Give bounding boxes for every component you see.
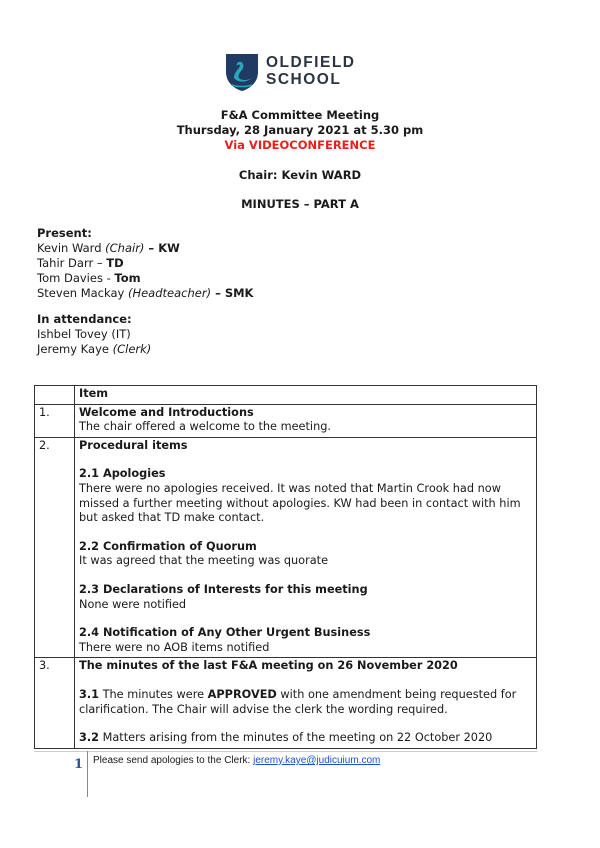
attendee	[37, 342, 151, 357]
meeting-header	[0, 108, 600, 153]
paragraph-text: with one amendment being requested for clarification. The Chair will advise the clerk the wording required.	[79, 687, 517, 716]
paragraph-text: Matters arising from the minutes of the meeting on 22 October 2020	[99, 731, 493, 745]
subitem-text: There were no apologies received. It was noted that Martin Crook had now missed a further meeting without apologies. KW had been in contact with him but asked that TD make contact.	[79, 481, 521, 525]
separator: -	[102, 271, 115, 285]
present-person	[37, 256, 253, 271]
subitem-text: There were no AOB items notified	[79, 640, 270, 654]
meeting-title: F&A Committee Meeting	[220, 108, 380, 122]
approved-label: APPROVED	[207, 687, 277, 701]
person-name: Ishbel Tovey	[37, 327, 112, 341]
separator: –	[211, 286, 225, 300]
table-row	[35, 404, 537, 437]
clerk-email-link[interactable]: jeremy.kaye@judicuium.com	[253, 755, 381, 766]
footer-note	[93, 755, 380, 766]
present-section	[37, 226, 253, 301]
separator: –	[144, 241, 159, 255]
person-initials: KW	[158, 241, 180, 255]
item-number: 2.	[35, 437, 75, 658]
person-role: (IT)	[111, 327, 131, 341]
item-content	[75, 404, 537, 437]
paragraph-number: 3.2	[79, 731, 100, 745]
minutes-table	[34, 385, 537, 749]
present-person	[37, 271, 253, 286]
person-name: Jeremy Kaye	[37, 342, 113, 356]
item-content	[75, 658, 537, 748]
swan-shield-icon	[224, 52, 260, 92]
attendance-heading: In attendance:	[37, 312, 132, 326]
person-name: Kevin Ward	[37, 241, 106, 255]
table-cell	[35, 386, 75, 405]
present-heading: Present:	[37, 226, 92, 240]
meeting-venue: Via VIDEOCONFERENCE	[224, 138, 376, 152]
table-row	[35, 437, 537, 658]
school-name	[266, 54, 356, 88]
school-logo	[224, 52, 364, 96]
person-name: Tahir Darr	[37, 256, 94, 270]
subitem-title: 2.1 Apologies	[79, 467, 166, 481]
footer-divider	[34, 751, 537, 752]
subitem-text: It was agreed that the meeting was quorate	[79, 554, 329, 568]
present-person	[37, 286, 253, 301]
table-row	[35, 658, 537, 748]
paragraph	[79, 731, 533, 746]
item-title: The minutes of the last F&A meeting on 26 November 2020	[79, 659, 458, 673]
item-title: Welcome and Introductions	[79, 405, 254, 419]
subitem-text: None were notified	[79, 597, 187, 611]
table-header-row	[35, 386, 537, 405]
separator: –	[93, 256, 107, 270]
person-role: (Clerk)	[112, 342, 152, 356]
subitem-title: 2.4 Notification of Any Other Urgent Business	[79, 626, 371, 640]
person-name: Tom Davies	[37, 271, 103, 285]
school-name-line1: OLDFIELD	[266, 54, 356, 71]
chair-line: Chair: Kevin WARD	[238, 168, 362, 182]
attendee	[37, 327, 151, 342]
present-person	[37, 241, 253, 256]
school-name-line2: SCHOOL	[266, 71, 342, 88]
footer-vertical-rule	[87, 751, 88, 797]
item-text: The chair offered a welcome to the meeting.	[79, 420, 331, 434]
person-name: Steven Mackay	[37, 286, 128, 300]
paragraph	[79, 688, 533, 717]
meeting-date: Thursday, 28 January 2021 at 5.30 pm	[176, 123, 424, 137]
paragraph-number: 3.1	[79, 687, 100, 701]
table-header-item: Item	[75, 386, 537, 405]
person-initials: TD	[106, 256, 124, 270]
attendance-section	[37, 312, 151, 357]
item-number: 1.	[35, 404, 75, 437]
page-number: 1	[74, 757, 84, 772]
person-initials: Tom	[114, 271, 141, 285]
item-content	[75, 437, 537, 658]
minutes-title: MINUTES – PART A	[241, 197, 359, 211]
subitem-title: 2.3 Declarations of Interests for this meeting	[79, 582, 368, 596]
subitem-title: 2.2 Confirmation of Quorum	[79, 539, 257, 553]
person-role: (Chair)	[105, 241, 145, 255]
item-number: 3.	[35, 658, 75, 748]
paragraph-text: The minutes were	[99, 687, 208, 701]
person-initials: SMK	[224, 286, 254, 300]
footer-text: Please send apologies to the Clerk:	[93, 755, 254, 766]
person-role: (Headteacher)	[127, 286, 212, 300]
item-title: Procedural items	[79, 438, 188, 452]
